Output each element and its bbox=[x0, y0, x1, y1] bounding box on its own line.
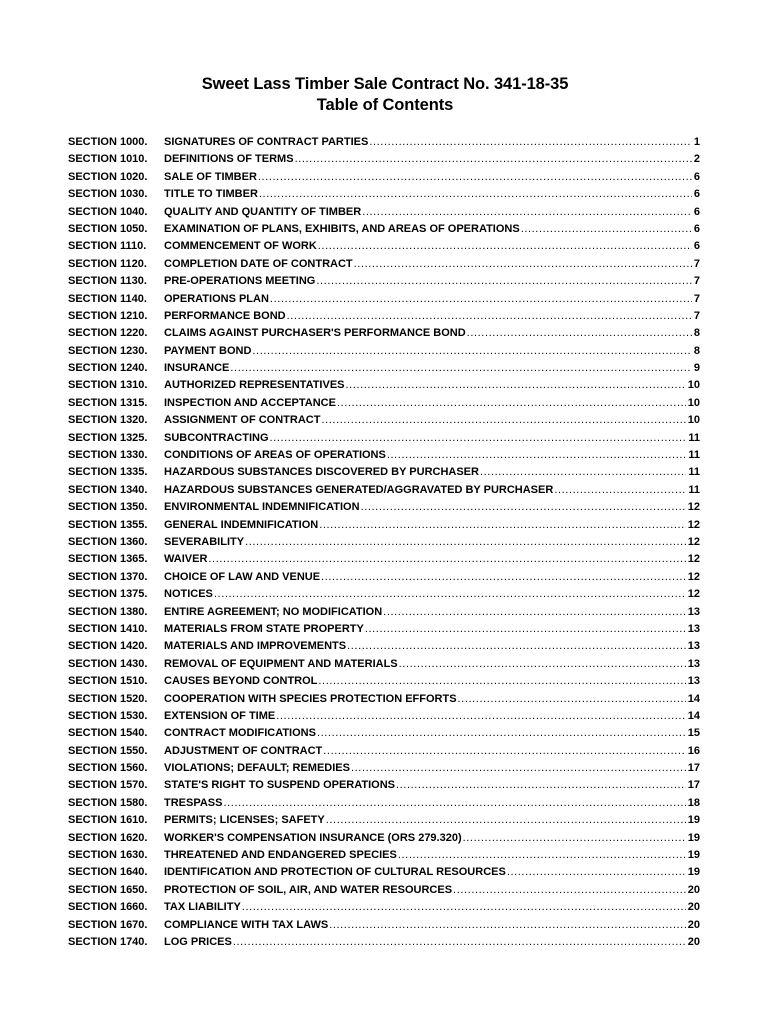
toc-entry[interactable] bbox=[68, 204, 700, 221]
toc-page-number: 11 bbox=[688, 466, 700, 479]
toc-page-number: 10 bbox=[687, 396, 700, 409]
toc-page-number: 19 bbox=[687, 866, 700, 879]
toc-entry[interactable] bbox=[68, 882, 700, 899]
toc-page-number: 15 bbox=[687, 727, 700, 740]
toc-section-number: SECTION 1120. bbox=[68, 257, 147, 270]
toc-dot-leader bbox=[480, 464, 686, 481]
toc-section-title: CLAIMS AGAINST PURCHASER'S PERFORMANCE BOND bbox=[164, 327, 466, 340]
toc-dot-leader bbox=[329, 917, 686, 934]
toc-page-number: 13 bbox=[687, 640, 700, 653]
toc-dot-leader bbox=[321, 412, 685, 429]
toc-entry[interactable] bbox=[68, 708, 700, 725]
toc-entry[interactable] bbox=[68, 360, 700, 377]
toc-dot-leader bbox=[252, 343, 691, 360]
toc-page-number: 19 bbox=[687, 814, 700, 827]
toc-dot-leader bbox=[387, 447, 687, 464]
toc-section-title: INSURANCE bbox=[164, 362, 230, 375]
toc-section-number: SECTION 1140. bbox=[68, 292, 147, 305]
toc-section-title: QUALITY AND QUANTITY OF TIMBER bbox=[164, 205, 362, 218]
toc-dot-leader bbox=[318, 238, 692, 255]
toc-section-number: SECTION 1540. bbox=[68, 727, 148, 740]
toc-section-title: COMPLETION DATE OF CONTRACT bbox=[164, 257, 353, 270]
toc-entry[interactable] bbox=[68, 256, 700, 273]
toc-page-number: 20 bbox=[687, 883, 700, 896]
toc-section-title: ASSIGNMENT OF CONTRACT bbox=[164, 414, 321, 427]
toc-page-number: 12 bbox=[687, 553, 700, 566]
toc-section-title: EXTENSION OF TIME bbox=[164, 709, 276, 722]
toc-dot-leader bbox=[347, 638, 686, 655]
toc-section-number: SECTION 1570. bbox=[68, 779, 148, 792]
toc-entry[interactable] bbox=[68, 691, 700, 708]
toc-page-number: 11 bbox=[688, 483, 700, 496]
toc-section-number: SECTION 1650. bbox=[68, 883, 148, 896]
toc-section-number: SECTION 1360. bbox=[68, 535, 148, 548]
toc-dot-leader bbox=[337, 395, 686, 412]
toc-section-number: SECTION 1350. bbox=[68, 501, 148, 514]
toc-page-number: 13 bbox=[687, 605, 700, 618]
toc-entry[interactable] bbox=[68, 412, 700, 429]
toc-section-number: SECTION 1365. bbox=[68, 553, 148, 566]
toc-dot-leader bbox=[399, 656, 686, 673]
toc-dot-leader bbox=[208, 551, 685, 568]
toc-section-title: DEFINITIONS OF TERMS bbox=[164, 153, 294, 166]
toc-entry[interactable] bbox=[68, 447, 700, 464]
toc-section-title: OPERATIONS PLAN bbox=[164, 292, 269, 305]
toc-section-title: INSPECTION AND ACCEPTANCE bbox=[164, 396, 336, 409]
toc-section-number: SECTION 1660. bbox=[68, 901, 148, 914]
toc-section-number: SECTION 1410. bbox=[68, 622, 148, 635]
toc-section-number: SECTION 1640. bbox=[68, 866, 148, 879]
toc-section-title: WAIVER bbox=[164, 553, 208, 566]
toc-entry[interactable] bbox=[68, 586, 700, 603]
toc-section-number: SECTION 1520. bbox=[68, 692, 148, 705]
toc-section-title: COMMENCEMENT OF WORK bbox=[164, 240, 317, 253]
toc-dot-leader bbox=[287, 308, 692, 325]
toc-entry[interactable] bbox=[68, 760, 700, 777]
toc-dot-leader bbox=[467, 325, 692, 342]
toc-section-number: SECTION 1355. bbox=[68, 518, 148, 531]
toc-section-title: HAZARDOUS SUBSTANCES DISCOVERED BY PURCHASER bbox=[164, 466, 479, 479]
document-title: Sweet Lass Timber Sale Contract No. 341-18-35 bbox=[201, 75, 569, 93]
toc-entry[interactable] bbox=[68, 464, 700, 481]
toc-section-title: ADJUSTMENT OF CONTRACT bbox=[164, 744, 323, 757]
toc-dot-leader bbox=[323, 743, 685, 760]
toc-page-number: 7 bbox=[693, 292, 700, 305]
toc-section-number: SECTION 1375. bbox=[68, 588, 148, 601]
toc-section-title: COMPLIANCE WITH TAX LAWS bbox=[164, 918, 329, 931]
toc-section-number: SECTION 1000. bbox=[68, 136, 148, 148]
toc-dot-leader bbox=[521, 221, 692, 238]
toc-page-number: 13 bbox=[687, 622, 700, 635]
toc-entry[interactable] bbox=[68, 482, 700, 499]
toc-entry[interactable] bbox=[68, 795, 700, 812]
toc-page-number: 20 bbox=[687, 918, 700, 931]
toc-section-title: STATE'S RIGHT TO SUSPEND OPERATIONS bbox=[164, 779, 395, 792]
toc-dot-leader bbox=[398, 847, 686, 864]
toc-section-title: CAUSES BEYOND CONTROL bbox=[164, 675, 318, 688]
toc-dot-leader bbox=[351, 760, 686, 777]
toc-entry[interactable] bbox=[68, 151, 700, 168]
toc-entry[interactable] bbox=[68, 899, 700, 916]
toc-section-title: COOPERATION WITH SPECIES PROTECTION EFFORTS bbox=[164, 692, 457, 705]
toc-page-number: 11 bbox=[688, 449, 700, 462]
toc-page-number: 9 bbox=[693, 362, 700, 375]
toc-section-number: SECTION 1340. bbox=[68, 483, 148, 496]
toc-entry[interactable] bbox=[68, 934, 700, 951]
toc-page-number: 6 bbox=[693, 240, 700, 253]
toc-section-title: TAX LIABILITY bbox=[164, 901, 241, 914]
toc-section-title: LOG PRICES bbox=[164, 935, 232, 948]
toc-section-title: SEVERABILITY bbox=[164, 535, 245, 548]
toc-section-title: ENVIRONMENTAL INDEMNIFICATION bbox=[164, 501, 360, 514]
toc-page-number: 11 bbox=[688, 431, 700, 444]
toc-dot-leader bbox=[270, 291, 692, 308]
toc-entry[interactable] bbox=[68, 238, 700, 255]
toc-page-number: 10 bbox=[687, 379, 700, 392]
toc-section-number: SECTION 1310. bbox=[68, 379, 148, 392]
toc-section-number: SECTION 1610. bbox=[68, 814, 148, 827]
toc-entry[interactable] bbox=[68, 847, 700, 864]
toc-dot-leader bbox=[396, 777, 686, 794]
toc-dot-leader bbox=[316, 273, 692, 290]
toc-dot-leader bbox=[383, 604, 686, 621]
toc-dot-leader bbox=[321, 569, 686, 586]
toc-entry[interactable] bbox=[68, 743, 700, 760]
toc-entry[interactable] bbox=[68, 864, 700, 881]
toc-page-number: 12 bbox=[687, 588, 700, 601]
toc-section-title: SALE OF TIMBER bbox=[164, 170, 257, 183]
toc-page-number: 13 bbox=[687, 675, 700, 688]
toc-section-title: GENERAL INDEMNIFICATION bbox=[164, 518, 319, 531]
toc-section-title: EXAMINATION OF PLANS, EXHIBITS, AND AREAS OF OPERATIONS bbox=[164, 222, 520, 235]
toc-section-number: SECTION 1130. bbox=[68, 275, 147, 288]
toc-page-number: 14 bbox=[687, 709, 700, 722]
toc-dot-leader bbox=[361, 499, 686, 516]
toc-section-number: SECTION 1620. bbox=[68, 831, 148, 844]
toc-dot-leader bbox=[317, 725, 686, 742]
toc-page-number: 13 bbox=[687, 657, 700, 670]
toc-section-title: VIOLATIONS; DEFAULT; REMEDIES bbox=[164, 762, 350, 775]
toc-page-number: 12 bbox=[687, 518, 700, 531]
toc-section-number: SECTION 1325. bbox=[68, 431, 148, 444]
toc-section-number: SECTION 1315. bbox=[68, 396, 148, 409]
toc-section-title: CONDITIONS OF AREAS OF OPERATIONS bbox=[164, 449, 386, 462]
toc-entry[interactable] bbox=[68, 273, 700, 290]
table-of-contents bbox=[68, 134, 700, 951]
toc-dot-leader bbox=[326, 812, 686, 829]
toc-section-title: TRESPASS bbox=[164, 796, 223, 809]
toc-page-number: 20 bbox=[687, 935, 700, 948]
toc-section-number: SECTION 1020. bbox=[68, 170, 148, 183]
toc-entry[interactable] bbox=[68, 917, 700, 934]
toc-section-number: SECTION 1030. bbox=[68, 188, 148, 201]
toc-section-number: SECTION 1110. bbox=[68, 240, 147, 253]
toc-entry[interactable] bbox=[68, 221, 700, 238]
toc-entry[interactable] bbox=[68, 134, 700, 151]
toc-section-number: SECTION 1670. bbox=[68, 918, 148, 931]
toc-section-number: SECTION 1630. bbox=[68, 849, 148, 862]
toc-section-number: SECTION 1040. bbox=[68, 205, 148, 218]
toc-section-number: SECTION 1010. bbox=[68, 153, 148, 166]
toc-section-title: PERFORMANCE BOND bbox=[164, 309, 286, 322]
toc-dot-leader bbox=[230, 360, 691, 377]
toc-section-number: SECTION 1220. bbox=[68, 327, 148, 340]
toc-page-number: 8 bbox=[693, 344, 700, 357]
toc-dot-leader bbox=[554, 482, 686, 499]
toc-entry[interactable] bbox=[68, 569, 700, 586]
toc-page-number: 14 bbox=[687, 692, 700, 705]
toc-entry[interactable] bbox=[68, 621, 700, 638]
toc-section-title: HAZARDOUS SUBSTANCES GENERATED/AGGRAVATED BY PURCHASER bbox=[164, 483, 554, 496]
toc-entry[interactable] bbox=[68, 308, 700, 325]
toc-section-number: SECTION 1230. bbox=[68, 344, 148, 357]
toc-section-title: SUBCONTRACTING bbox=[164, 431, 269, 444]
toc-page-number: 2 bbox=[693, 153, 700, 166]
toc-dot-leader bbox=[354, 256, 692, 273]
toc-section-number: SECTION 1240. bbox=[68, 362, 148, 375]
toc-entry[interactable] bbox=[68, 325, 700, 342]
toc-entry[interactable] bbox=[68, 343, 700, 360]
toc-dot-leader bbox=[369, 134, 692, 151]
toc-dot-leader bbox=[214, 586, 686, 603]
toc-heading: Table of Contents bbox=[316, 96, 454, 114]
toc-entry[interactable] bbox=[68, 291, 700, 308]
toc-dot-leader bbox=[507, 864, 686, 881]
toc-dot-leader bbox=[276, 708, 686, 725]
toc-entry[interactable] bbox=[68, 656, 700, 673]
toc-entry[interactable] bbox=[68, 812, 700, 829]
toc-page-number: 18 bbox=[687, 796, 700, 809]
toc-page-number: 8 bbox=[693, 327, 700, 340]
toc-section-title: CHOICE OF LAW AND VENUE bbox=[164, 570, 321, 583]
toc-section-number: SECTION 1420. bbox=[68, 640, 148, 653]
toc-entry[interactable] bbox=[68, 534, 700, 551]
toc-entry[interactable] bbox=[68, 186, 700, 203]
toc-entry[interactable] bbox=[68, 638, 700, 655]
toc-section-title: CONTRACT MODIFICATIONS bbox=[164, 727, 316, 740]
toc-dot-leader bbox=[245, 534, 686, 551]
toc-section-title: WORKER'S COMPENSATION INSURANCE (ORS 279.320) bbox=[164, 831, 462, 844]
toc-entry[interactable] bbox=[68, 395, 700, 412]
toc-page-number: 6 bbox=[693, 188, 700, 201]
toc-dot-leader bbox=[362, 204, 692, 221]
toc-page-number: 12 bbox=[687, 570, 700, 583]
toc-dot-leader bbox=[453, 882, 686, 899]
toc-page-number: 6 bbox=[693, 170, 700, 183]
toc-dot-leader bbox=[346, 377, 686, 394]
toc-dot-leader bbox=[458, 691, 686, 708]
toc-section-number: SECTION 1335. bbox=[68, 466, 148, 479]
toc-entry[interactable] bbox=[68, 430, 700, 447]
toc-dot-leader bbox=[223, 795, 685, 812]
toc-dot-leader bbox=[365, 621, 686, 638]
toc-entry[interactable] bbox=[68, 377, 700, 394]
toc-page-number: 1 bbox=[693, 136, 700, 148]
toc-page-number: 7 bbox=[693, 275, 700, 288]
toc-section-title: PROTECTION OF SOIL, AIR, AND WATER RESOURCES bbox=[164, 883, 453, 896]
toc-section-title: MATERIALS AND IMPROVEMENTS bbox=[164, 640, 347, 653]
toc-page-number: 12 bbox=[687, 535, 700, 548]
toc-section-number: SECTION 1320. bbox=[68, 414, 148, 427]
toc-dot-leader bbox=[270, 430, 687, 447]
toc-section-number: SECTION 1380. bbox=[68, 605, 148, 618]
toc-page-number: 17 bbox=[687, 779, 700, 792]
toc-page-number: 7 bbox=[693, 309, 700, 322]
toc-entry[interactable] bbox=[68, 725, 700, 742]
toc-entry[interactable] bbox=[68, 830, 700, 847]
toc-dot-leader bbox=[259, 186, 692, 203]
toc-section-title: SIGNATURES OF CONTRACT PARTIES bbox=[164, 136, 369, 148]
toc-section-number: SECTION 1330. bbox=[68, 449, 148, 462]
toc-page-number: 12 bbox=[687, 501, 700, 514]
toc-section-number: SECTION 1530. bbox=[68, 709, 148, 722]
toc-entry[interactable] bbox=[68, 604, 700, 621]
toc-page-number: 6 bbox=[693, 205, 700, 218]
toc-entry[interactable] bbox=[68, 673, 700, 690]
toc-section-number: SECTION 1430. bbox=[68, 657, 148, 670]
toc-dot-leader bbox=[233, 934, 686, 951]
toc-page-number: 17 bbox=[687, 762, 700, 775]
toc-entry[interactable] bbox=[68, 777, 700, 794]
toc-section-title: PERMITS; LICENSES; SAFETY bbox=[164, 814, 325, 827]
toc-section-title: IDENTIFICATION AND PROTECTION OF CULTURAL RESOURCES bbox=[164, 866, 506, 879]
toc-section-title: PAYMENT BOND bbox=[164, 344, 252, 357]
toc-section-title: NOTICES bbox=[164, 588, 213, 601]
toc-section-title: REMOVAL OF EQUIPMENT AND MATERIALS bbox=[164, 657, 398, 670]
document-header bbox=[0, 74, 770, 116]
toc-entry[interactable] bbox=[68, 517, 700, 534]
toc-section-number: SECTION 1210. bbox=[68, 309, 148, 322]
toc-section-number: SECTION 1370. bbox=[68, 570, 148, 583]
toc-entry[interactable] bbox=[68, 551, 700, 568]
toc-page-number: 16 bbox=[687, 744, 700, 757]
toc-page-number: 19 bbox=[687, 831, 700, 844]
toc-section-title: TITLE TO TIMBER bbox=[164, 188, 258, 201]
toc-dot-leader bbox=[295, 151, 692, 168]
toc-section-number: SECTION 1510. bbox=[68, 675, 148, 688]
toc-dot-leader bbox=[318, 673, 685, 690]
toc-page-number: 10 bbox=[687, 414, 700, 427]
toc-section-number: SECTION 1550. bbox=[68, 744, 148, 757]
toc-section-title: PRE-OPERATIONS MEETING bbox=[164, 275, 316, 288]
toc-page-number: 7 bbox=[693, 257, 700, 270]
toc-section-title: MATERIALS FROM STATE PROPERTY bbox=[164, 622, 364, 635]
toc-entry[interactable] bbox=[68, 169, 700, 186]
toc-section-title: AUTHORIZED REPRESENTATIVES bbox=[164, 379, 345, 392]
toc-section-number: SECTION 1560. bbox=[68, 762, 148, 775]
toc-section-number: SECTION 1580. bbox=[68, 796, 148, 809]
toc-dot-leader bbox=[242, 899, 686, 916]
toc-dot-leader bbox=[463, 830, 686, 847]
toc-page-number: 6 bbox=[693, 222, 700, 235]
toc-section-number: SECTION 1740. bbox=[68, 935, 148, 948]
toc-page-number: 19 bbox=[687, 849, 700, 862]
toc-dot-leader bbox=[319, 517, 686, 534]
toc-dot-leader bbox=[258, 169, 692, 186]
toc-section-number: SECTION 1050. bbox=[68, 222, 148, 235]
toc-section-title: THREATENED AND ENDANGERED SPECIES bbox=[164, 849, 397, 862]
toc-section-title: ENTIRE AGREEMENT; NO MODIFICATION bbox=[164, 605, 383, 618]
toc-entry[interactable] bbox=[68, 499, 700, 516]
toc-page-number: 20 bbox=[687, 901, 700, 914]
